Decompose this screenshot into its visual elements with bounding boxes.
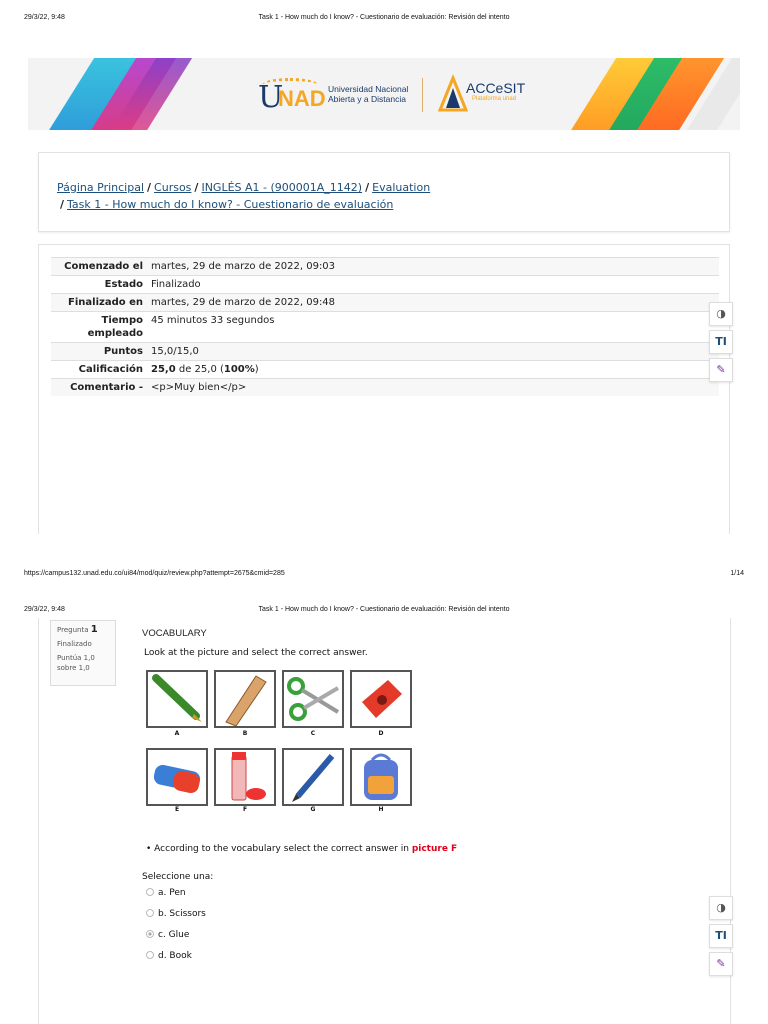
table-row: Puntos 15,0/15,0 [51,343,719,361]
question-section [142,628,702,639]
accesit-subtitle: Plataforma unad [472,96,517,102]
option-d[interactable]: d. Book [146,951,192,961]
question-info: Pregunta 1 Finalizado Puntúa 1,0 sobre 1,0 [50,620,116,686]
option-c[interactable]: c. Glue [146,930,189,940]
summary-table [51,257,719,396]
question-status: Finalizado [57,640,92,648]
table-row: Estado Finalizado [51,276,719,294]
table-row: Finalizado en martes, 29 de marzo de 2022, 09:48 [51,294,719,312]
section-title: VOCABULARY [142,628,207,639]
unad-logo[interactable]: U NAD [258,80,326,115]
table-row: Tiempo empleado 45 minutos 33 segundos [51,312,719,343]
text-size-button-2[interactable]: TI [709,924,733,948]
radio-icon[interactable] [146,909,154,917]
print-header [0,14,768,28]
question-prompt: • According to the vocabulary select the correct answer in picture F [146,844,458,854]
breadcrumb: Página Principal / Cursos / INGLÉS A1 - (900001A_1142) / Evaluation / Task 1 - How much do I know? - Cuestionario de evaluación [57,181,431,211]
print-header-2: 29/3/22, 9:48 Task 1 - How much do I know? - Cuestionario de evaluación: Revisión del intento [24,606,510,613]
question-score: Puntúa 1,0 sobre 1,0 [57,654,95,672]
accesit-title: ACCeSIT [466,80,526,96]
select-label: Seleccione una: [142,872,214,882]
print-date: 29/3/22, 9:48 [24,14,65,21]
option-b[interactable]: b. Scissors [146,909,206,919]
print-url: https://campus132.unad.edu.co/ui84/mod/quiz/review.php?attempt=2675&cmid=285 [24,570,285,577]
university-name: Universidad Nacional Abierta y a Distancia [328,84,409,104]
table-row: Comenzado el martes, 29 de marzo de 2022, 09:03 [51,258,719,276]
picture-pen [146,670,208,728]
picture-pencil [282,748,344,806]
text-size-button[interactable]: TI [709,330,733,354]
contrast-button-2[interactable]: ◑ [709,896,733,920]
contrast-button[interactable]: ◑ [709,302,733,326]
option-a[interactable]: a. Pen [146,888,186,898]
breadcrumb-home[interactable]: Página Principal [57,181,145,194]
breadcrumb-course[interactable]: INGLÉS A1 - (900001A_1142) [201,181,363,194]
breadcrumb-evaluation[interactable]: Evaluation [372,181,431,194]
radio-icon[interactable] [146,888,154,896]
table-row: Calificación 25,0 de 25,0 (100%) [51,361,719,379]
radio-icon[interactable] [146,951,154,959]
accesit-logo-icon [438,74,468,114]
picture-sharpener [350,670,412,728]
print-page: 1/14 [730,570,744,577]
print-title: Task 1 - How much do I know? - Cuestionario de evaluación: Revisión del intento [258,14,510,21]
picture-scissors [282,670,344,728]
radio-icon-selected[interactable] [146,930,154,938]
header-banner [28,58,740,130]
breadcrumb-quiz[interactable]: Task 1 - How much do I know? - Cuestionario de evaluación [67,198,394,211]
picture-backpack [350,748,412,806]
accessibility-button-2[interactable]: ✎ [709,952,733,976]
picture-eraser [146,748,208,806]
accessibility-button[interactable]: ✎ [709,358,733,382]
attempt-summary [38,244,730,534]
breadcrumb-courses[interactable]: Cursos [154,181,192,194]
picture-glue [214,748,276,806]
table-row: Comentario - <p>Muy bien</p> [51,379,719,397]
picture-ruler [214,670,276,728]
breadcrumb-card [38,152,730,232]
question-instruction: Look at the picture and select the correct answer. [144,648,368,658]
